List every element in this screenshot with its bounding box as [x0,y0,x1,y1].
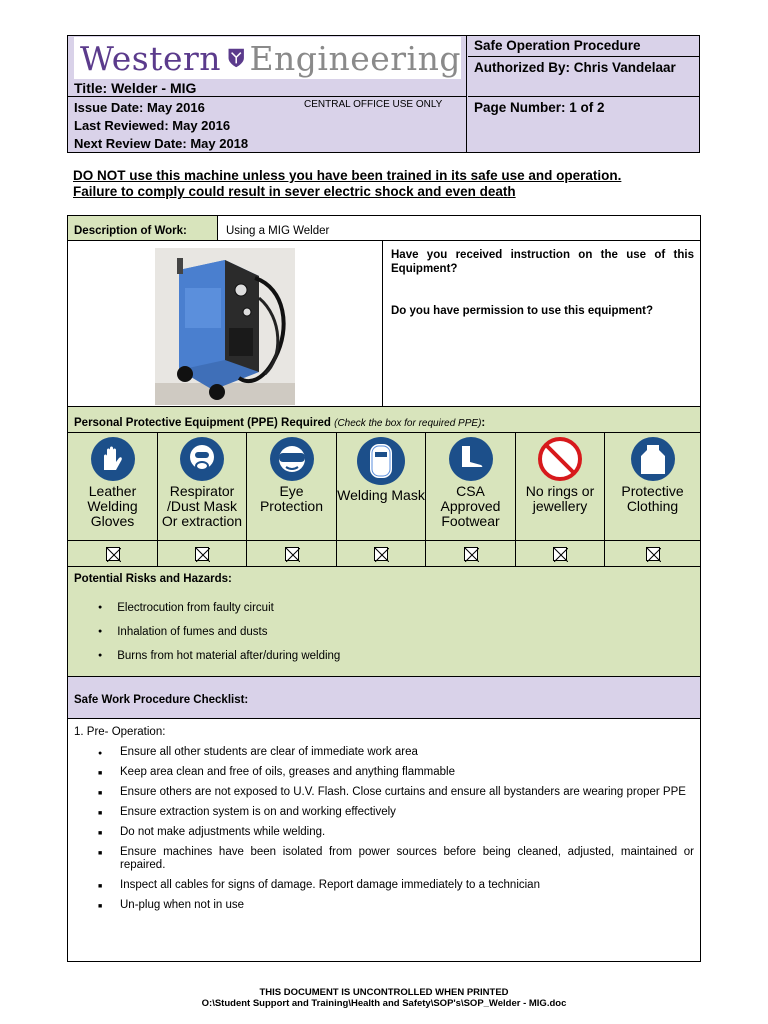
ppe-label-no-jewellery: No rings or jewellery [525,483,595,514]
ppe-item-gloves [68,433,158,540]
risks-list [98,597,340,669]
next-review-date: Next Review Date: May 2018 [74,136,249,151]
header-left [68,36,467,152]
ppe-checkbox-footwear[interactable] [464,547,478,561]
apron-icon [630,436,676,482]
respirator-icon [179,436,225,482]
checklist-item: ■ Ensure others are not exposed to U.V. Flash. Close curtains and ensure all bystanders are wearing proper PPE [98,786,694,799]
risks-section [68,567,700,677]
ppe-section-title [68,407,700,433]
ppe-item-welding-mask [337,433,426,540]
ppe-item-eye-protection [247,433,337,540]
ppe-check-cell [426,541,516,566]
risk-item: ● Electrocution from faulty circuit [98,597,340,621]
ppe-label-eye-protection: Eye Protection [259,483,324,514]
permission-question: Do you have permission to use this equipment? [391,305,653,317]
training-warning [73,168,621,200]
ppe-checkbox-no-jewellery[interactable] [553,547,567,561]
checklist-item: ■ Ensure extraction system is on and working effectively [98,806,694,819]
checklist-item: ■ Un-plug when not in use [98,899,694,912]
pre-operation-list [98,746,694,919]
ppe-check-cell [516,541,605,566]
ppe-checkbox-row [68,541,700,567]
document-header [67,35,700,153]
ppe-title: Personal Protective Equipment (PPE) Required [74,417,331,429]
ppe-item-no-jewellery [516,433,605,540]
sop-table [67,215,701,962]
ppe-label-footwear: CSA Approved Footwear [440,483,501,529]
risk-item: ● Burns from hot material after/during welding [98,645,340,669]
ppe-note: (Check the box for required PPE) [334,418,482,429]
ppe-label-gloves: Leather Welding Gloves [87,483,138,529]
description-label: Description of Work: [68,216,218,240]
central-office-note: CENTRAL OFFICE USE ONLY [304,99,443,110]
description-value: Using a MIG Welder [226,225,330,237]
checklist-title: Safe Work Procedure Checklist: [68,677,700,719]
file-path: O:\Student Support and Training\Health and Safety\SOP's\SOP_Welder - MIG.doc [201,998,567,1009]
authorized-by: Authorized By: Chris Vandelaar [468,57,699,97]
ppe-label-respirator: Respirator /Dust Mask Or extraction [161,483,243,529]
header-right [468,36,699,152]
last-reviewed-date: Last Reviewed: May 2016 [74,118,231,133]
document-title: Title: Welder - MIG [68,79,466,97]
date-block [74,99,248,153]
ppe-checkbox-respirator[interactable] [195,547,209,561]
ppe-checkbox-protective-clothing[interactable] [646,547,660,561]
welding-mask-icon [355,436,407,486]
ppe-item-footwear [426,433,516,540]
goggles-icon [269,436,315,482]
ppe-icons-row [68,433,700,541]
instruction-question: Have you received instruction on the use of this Equipment? [391,249,694,275]
boot-icon [448,436,494,482]
ppe-note-suffix: : [481,417,486,429]
mig-welder-photo [155,248,295,405]
ppe-check-cell [158,541,247,566]
checklist-item: ■ Do not make adjustments while welding. [98,826,694,839]
ppe-checkbox-gloves[interactable] [106,547,120,561]
ppe-checkbox-eye-protection[interactable] [285,547,299,561]
ppe-label-welding-mask: Welding Mask [337,487,425,503]
pre-operation-section [68,719,700,961]
equipment-photo-cell [68,241,383,406]
description-row [68,216,700,241]
page-number: Page Number: 1 of 2 [474,100,605,115]
ppe-check-cell [247,541,337,566]
checklist-item: ■ Ensure machines have been isolated from power sources before being cleaned, adjusted, maintained or repaired. [98,846,694,872]
equipment-row [68,241,700,407]
ppe-item-respirator [158,433,247,540]
ppe-label-protective-clothing: Protective Clothing [621,483,684,514]
ppe-checkbox-welding-mask[interactable] [374,547,388,561]
ppe-check-cell [68,541,158,566]
warning-line-1: DO NOT use this machine unless you have been trained in its safe use and operation. [73,168,622,183]
logo-word-engineering: Engineering [249,38,461,78]
risks-title: Potential Risks and Hazards: [74,573,232,585]
ppe-check-cell [605,541,700,566]
western-engineering-logo [74,37,461,79]
logo-word-western: Western [80,38,222,78]
checklist-item: ■ Inspect all cables for signs of damage. Report damage immediately to a technician [98,879,694,892]
training-questions [391,248,694,318]
uncontrolled-notice: THIS DOCUMENT IS UNCONTROLLED WHEN PRINTED [259,987,509,998]
issue-date: Issue Date: May 2016 [74,100,205,115]
procedure-type: Safe Operation Procedure [468,36,699,57]
ppe-item-protective-clothing [605,433,700,540]
warning-line-2: Failure to comply could result in sever electric shock and even death [73,184,516,199]
gloves-icon [90,436,136,482]
risk-item: ● Inhalation of fumes and dusts [98,621,340,645]
pre-operation-title: 1. Pre- Operation: [74,726,166,738]
university-crest-icon [227,44,245,72]
checklist-item: ■ Keep area clean and free of oils, greases and anything flammable [98,766,694,779]
no-jewellery-icon [537,436,583,482]
ppe-check-cell [337,541,426,566]
checklist-item: ● Ensure all other students are clear of immediate work area [98,746,694,759]
